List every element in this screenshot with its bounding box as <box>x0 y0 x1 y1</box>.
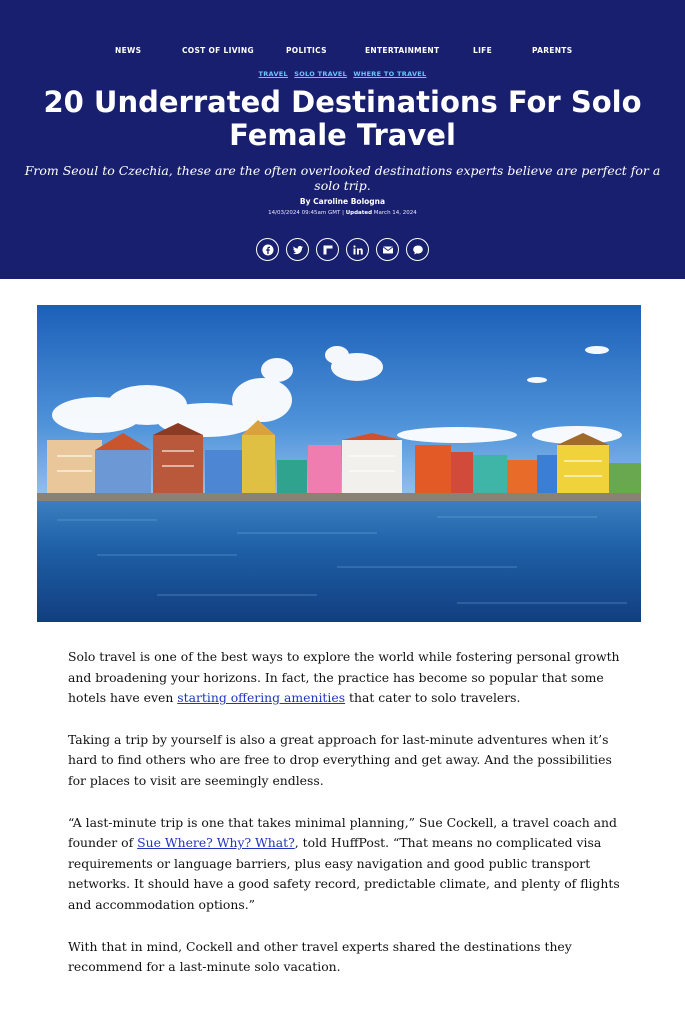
share-flipboard-button[interactable] <box>316 238 339 261</box>
email-icon <box>382 244 394 256</box>
updated-date: March 14, 2024 <box>373 210 417 216</box>
share-email-button[interactable] <box>376 238 399 261</box>
paragraph-1-text-b: that cater to solo travelers. <box>345 690 521 706</box>
top-nav <box>0 46 685 58</box>
tag-where-to-travel[interactable]: WHERE TO TRAVEL <box>353 70 427 78</box>
page-title-line-2: Female Travel <box>229 118 456 152</box>
date-separator: | <box>342 210 344 216</box>
flipboard-icon <box>322 244 334 256</box>
paragraph-2: Taking a trip by yourself is also a great approach for last-minute adventures when it’s hard to find others who are free to drop everything and get away. And the possibilities for places to visit are seemingly endless. <box>68 731 612 788</box>
published-date: 14/03/2024 09:45am GMT <box>268 210 341 216</box>
updated-label: Updated <box>345 210 373 216</box>
hero-image <box>37 305 641 622</box>
linkedin-icon <box>352 244 364 256</box>
paragraph-3 <box>68 813 628 916</box>
byline-dates <box>0 210 685 216</box>
nav-item-news[interactable]: NEWS <box>115 46 142 55</box>
tag-travel[interactable]: TRAVEL <box>258 70 288 78</box>
link-starting-offering-amenities[interactable]: starting offering amenities <box>177 690 346 706</box>
tag-solo-travel[interactable]: SOLO TRAVEL <box>294 70 348 78</box>
share-bar <box>0 238 685 261</box>
nav-item-parents[interactable]: PARENTS <box>532 46 573 55</box>
paragraph-3-text-b: , told HuffPost. “That means no complicated visa requirements or language barriers, plus easy navigation and good public transport networks. It should have a good safety record, predictable climate, and plenty of flights and accommodation options.” <box>68 835 620 912</box>
paragraph-4: With that in mind, Cockell and other travel experts shared the destinations they recommend for a last-minute solo vacation. <box>68 938 572 975</box>
share-facebook-button[interactable] <box>256 238 279 261</box>
article-header <box>0 0 685 279</box>
page-title <box>30 86 655 152</box>
paragraph-1-text-a: Solo travel is one of the best ways to explore the world while fostering personal growth and broadening your horizons. In fact, the practice has become so popular that some hotels have even <box>68 649 620 706</box>
nav-item-entertainment[interactable]: ENTERTAINMENT <box>365 46 440 55</box>
byline-author[interactable]: By Caroline Bologna <box>299 197 386 206</box>
paragraph-1 <box>68 647 628 709</box>
nav-item-cost-of-living[interactable]: COST OF LIVING <box>182 46 254 55</box>
link-sue-where-why-what[interactable]: Sue Where? Why? What? <box>137 835 295 851</box>
paragraph-3-text-a: “A last-minute trip is one that takes minimal planning,” Sue Cockell, a travel coach and founder of <box>68 814 617 851</box>
article-body <box>68 647 628 999</box>
page-title-line-1: 20 Underrated Destinations For Solo <box>43 85 642 119</box>
comment-icon <box>412 244 424 256</box>
waterfront-photo <box>37 305 641 622</box>
share-comment-button[interactable] <box>406 238 429 261</box>
nav-item-politics[interactable]: POLITICS <box>286 46 327 55</box>
share-twitter-button[interactable] <box>286 238 309 261</box>
tag-list <box>0 70 685 78</box>
share-linkedin-button[interactable] <box>346 238 369 261</box>
facebook-icon <box>262 244 274 256</box>
twitter-icon <box>292 244 304 256</box>
nav-item-life[interactable]: LIFE <box>473 46 493 55</box>
subheadline: From Seoul to Czechia, these are the often overlooked destinations experts believe are perfect for a solo trip. <box>24 163 661 193</box>
